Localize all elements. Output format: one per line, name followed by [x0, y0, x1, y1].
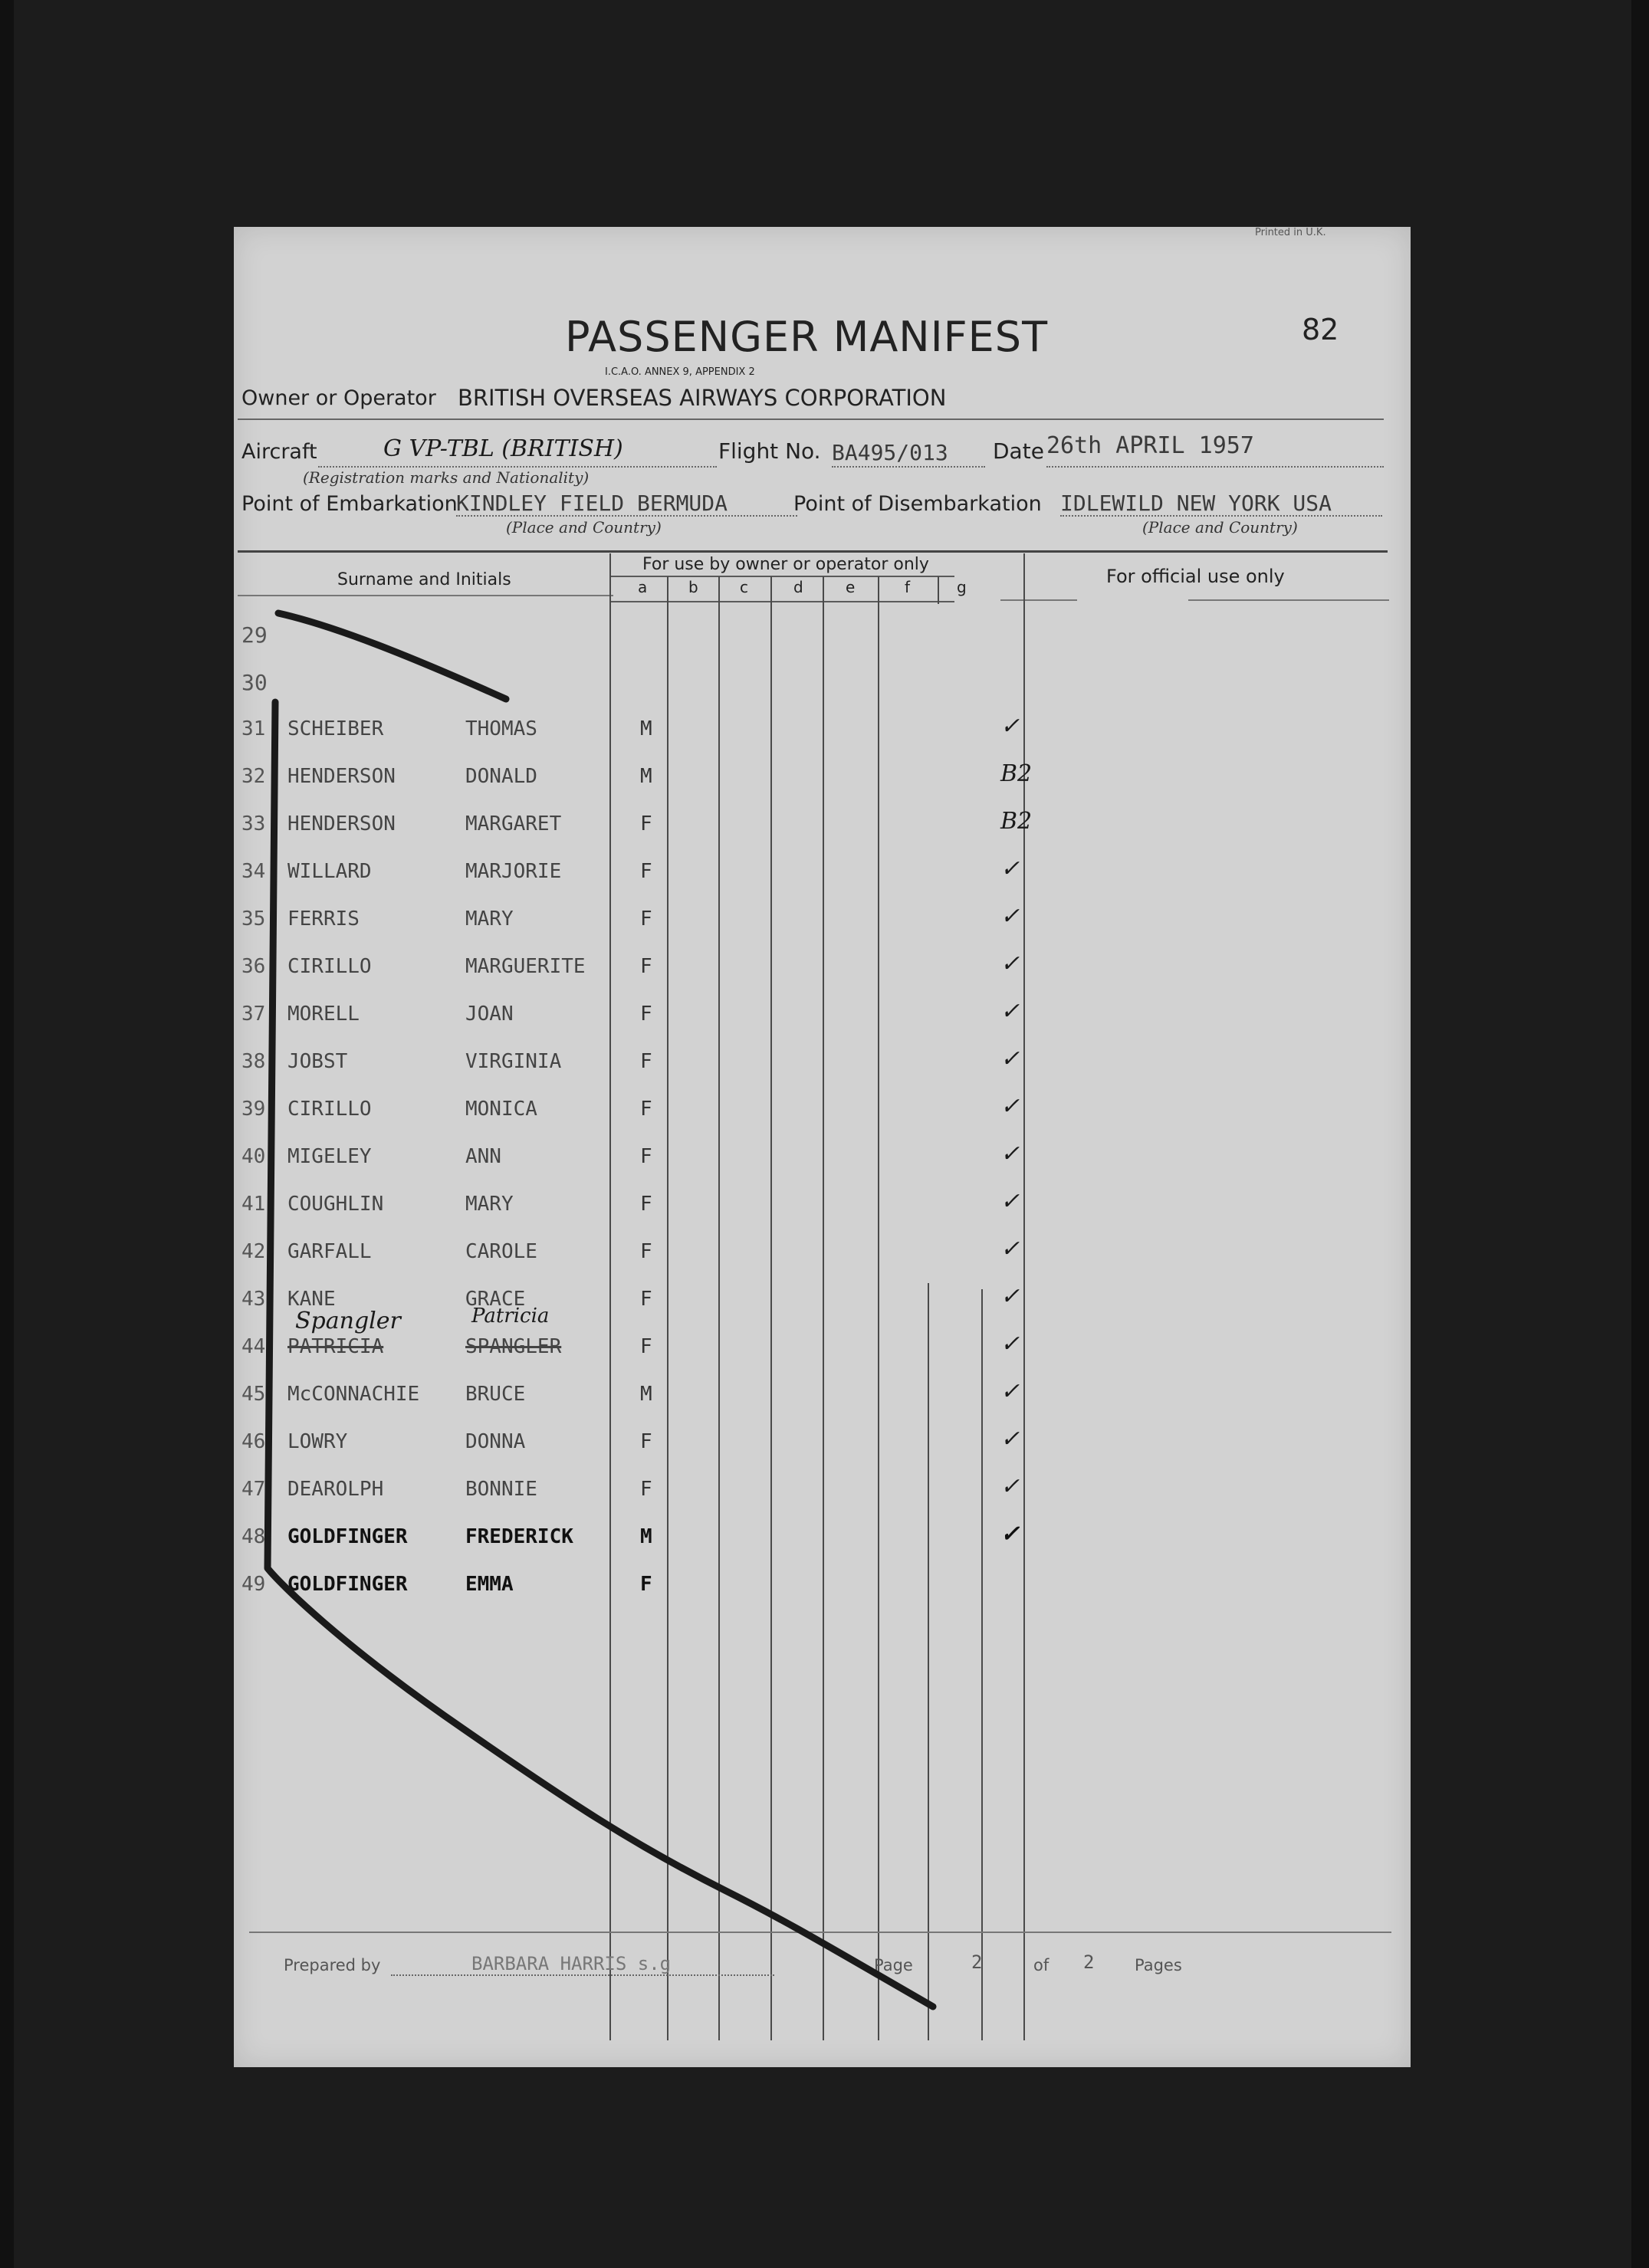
row-given-name: EMMA: [465, 1573, 514, 1596]
row-surname: PATRICIA: [287, 1335, 384, 1358]
row-given-name: JOAN: [465, 1003, 514, 1026]
subcol-b: b: [688, 578, 698, 596]
row-sex: M: [640, 1383, 652, 1406]
total-pages-value: 2: [1083, 1951, 1095, 1973]
row-sex: F: [640, 1430, 652, 1453]
row-sex: F: [640, 1288, 652, 1311]
row-sex: F: [640, 860, 652, 883]
row-given-name: CAROLE: [465, 1240, 537, 1263]
row-sex: F: [640, 812, 652, 835]
row-official-mark: ✓: [1000, 713, 1020, 740]
row-sex: F: [640, 1478, 652, 1501]
flight-value: BA495/013: [832, 440, 948, 465]
row-official-mark: ✓: [1000, 1236, 1020, 1262]
row-official-mark: ✓: [1000, 1378, 1020, 1405]
row-sex: F: [640, 1003, 652, 1026]
subcol-c: c: [740, 578, 748, 596]
row-surname: WILLARD: [287, 860, 372, 883]
row-sex: F: [640, 955, 652, 978]
row-surname: JOBST: [287, 1050, 348, 1073]
row-number: 42: [241, 1240, 266, 1263]
row-number: 37: [241, 1003, 266, 1026]
official-use-header: For official use only: [1106, 566, 1285, 587]
row-official-mark: ✓: [1000, 950, 1020, 977]
embarkation-value: KINDLEY FIELD BERMUDA: [456, 491, 728, 516]
row-surname: SCHEIBER: [287, 717, 384, 740]
row-number: 44: [241, 1335, 266, 1358]
page-stamp-number: 82: [1302, 313, 1339, 346]
row-official-mark: ✓: [1000, 1426, 1020, 1452]
embarkation-note: (Place and Country): [506, 518, 662, 537]
row-sex: F: [640, 908, 652, 931]
row-surname: HENDERSON: [287, 765, 396, 788]
row-number: 45: [241, 1383, 266, 1406]
pen-strike-overlay: [234, 227, 1411, 2067]
row-sex: F: [640, 1145, 652, 1168]
flight-label: Flight No.: [718, 438, 821, 464]
row-given-name: MARGUERITE: [465, 955, 586, 978]
row-official-mark: ✓: [1000, 1188, 1020, 1215]
row-number: 39: [241, 1098, 266, 1121]
row-surname: GOLDFINGER: [287, 1525, 408, 1548]
row-sex: M: [640, 717, 652, 740]
disembarkation-value: IDLEWILD NEW YORK USA: [1060, 491, 1332, 516]
row-number: 49: [241, 1573, 266, 1596]
row-number: 46: [241, 1430, 266, 1453]
row-number: 36: [241, 955, 266, 978]
row-given-name: DONALD: [465, 765, 537, 788]
owner-label: Owner or Operator: [241, 386, 436, 410]
row-given-name: THOMAS: [465, 717, 537, 740]
row-surname: MORELL: [287, 1003, 360, 1026]
row-number: 47: [241, 1478, 266, 1501]
row-given-name: MARY: [465, 908, 514, 931]
date-value: 26th APRIL 1957: [1046, 432, 1254, 459]
row-official-mark: B2: [1000, 808, 1033, 835]
row-sex: F: [640, 1193, 652, 1216]
row-given-name: BONNIE: [465, 1478, 537, 1501]
row-sex: F: [640, 1050, 652, 1073]
manifest-sheet: [234, 227, 1411, 2067]
row-surname: COUGHLIN: [287, 1193, 384, 1216]
aircraft-label: Aircraft: [241, 440, 317, 464]
aircraft-note: (Registration marks and Nationality): [303, 468, 590, 487]
row-given-name: SPANGLER: [465, 1335, 562, 1358]
subcol-f: f: [905, 578, 911, 596]
disembarkation-note: (Place and Country): [1142, 518, 1298, 537]
row-given-name: DONNA: [465, 1430, 526, 1453]
row-surname: CIRILLO: [287, 955, 372, 978]
page-value: 2: [971, 1951, 983, 1973]
row-surname: DEAROLPH: [287, 1478, 384, 1501]
row-sex: F: [640, 1098, 652, 1121]
row-given-name: MONICA: [465, 1098, 537, 1121]
page-subtitle: I.C.A.O. ANNEX 9, APPENDIX 2: [605, 366, 755, 378]
row-sex: F: [640, 1573, 652, 1596]
row-number: 35: [241, 908, 266, 931]
aircraft-value: G VP-TBL (BRITISH): [383, 435, 623, 462]
row-sex: F: [640, 1335, 652, 1358]
row-number: 40: [241, 1145, 266, 1168]
row-sex: M: [640, 1525, 652, 1548]
row-surname: KANE: [287, 1288, 336, 1311]
subcol-a: a: [638, 578, 648, 596]
row-correction-given: Patricia: [471, 1305, 550, 1328]
page-title: PASSENGER MANIFEST: [565, 313, 1049, 361]
page-label: Page: [874, 1956, 913, 1974]
row-surname: GARFALL: [287, 1240, 372, 1263]
row-number: 41: [241, 1193, 266, 1216]
prepared-by-label: Prepared by: [284, 1956, 381, 1974]
row-given-name: GRACE: [465, 1288, 526, 1311]
row-given-name: MARJORIE: [465, 860, 562, 883]
row-surname: CIRILLO: [287, 1098, 372, 1121]
row-given-name: FREDERICK: [465, 1525, 573, 1548]
row-number: 29: [241, 622, 268, 648]
row-official-mark: ✓: [1000, 1283, 1020, 1310]
row-given-name: ANN: [465, 1145, 501, 1168]
subcol-e: e: [846, 578, 856, 596]
row-surname: HENDERSON: [287, 812, 396, 835]
row-surname: MIGELEY: [287, 1145, 372, 1168]
strike-line-top: [278, 613, 506, 699]
row-surname: GOLDFINGER: [287, 1573, 408, 1596]
date-label: Date: [993, 438, 1044, 464]
row-surname: FERRIS: [287, 908, 360, 931]
row-official-mark: ✓: [1000, 1521, 1020, 1548]
row-number: 31: [241, 717, 266, 740]
row-number: 38: [241, 1050, 266, 1073]
row-official-mark: ✓: [1000, 1331, 1020, 1357]
row-official-mark: ✓: [1000, 1473, 1020, 1500]
row-given-name: BRUCE: [465, 1383, 526, 1406]
row-official-mark: B2: [1000, 760, 1033, 787]
row-given-name: VIRGINIA: [465, 1050, 562, 1073]
row-number: 33: [241, 812, 266, 835]
row-official-mark: ✓: [1000, 903, 1020, 930]
disembarkation-label: Point of Disembarkation: [793, 492, 1042, 516]
owner-use-header: For use by owner or operator only: [642, 555, 929, 574]
row-number: 43: [241, 1288, 266, 1311]
row-official-mark: ✓: [1000, 1141, 1020, 1167]
strike-line-main: [268, 702, 933, 2007]
printer-note: Printed in U.K.: [1255, 227, 1326, 238]
surname-column-header: Surname and Initials: [337, 570, 511, 589]
row-correction-surname: Spangler: [295, 1308, 401, 1334]
row-official-mark: ✓: [1000, 1093, 1020, 1120]
subcol-g: g: [957, 578, 967, 596]
subcol-d: d: [793, 578, 803, 596]
pages-label: Pages: [1135, 1956, 1182, 1974]
owner-value: BRITISH OVERSEAS AIRWAYS CORPORATION: [458, 385, 947, 411]
row-official-mark: ✓: [1000, 998, 1020, 1025]
row-number: 48: [241, 1525, 266, 1548]
row-sex: F: [640, 1240, 652, 1263]
row-surname: LOWRY: [287, 1430, 348, 1453]
row-official-mark: ✓: [1000, 1045, 1020, 1072]
row-number: 34: [241, 860, 266, 883]
row-number: 30: [241, 670, 268, 695]
row-given-name: MARY: [465, 1193, 514, 1216]
row-given-name: MARGARET: [465, 812, 562, 835]
of-label: of: [1033, 1956, 1050, 1974]
embarkation-label: Point of Embarkation: [241, 492, 458, 516]
row-official-mark: ✓: [1000, 855, 1020, 882]
prepared-by-value: BARBARA HARRIS s.g: [471, 1953, 672, 1974]
row-number: 32: [241, 765, 266, 788]
row-sex: M: [640, 765, 652, 788]
row-surname: McCONNACHIE: [287, 1383, 420, 1406]
